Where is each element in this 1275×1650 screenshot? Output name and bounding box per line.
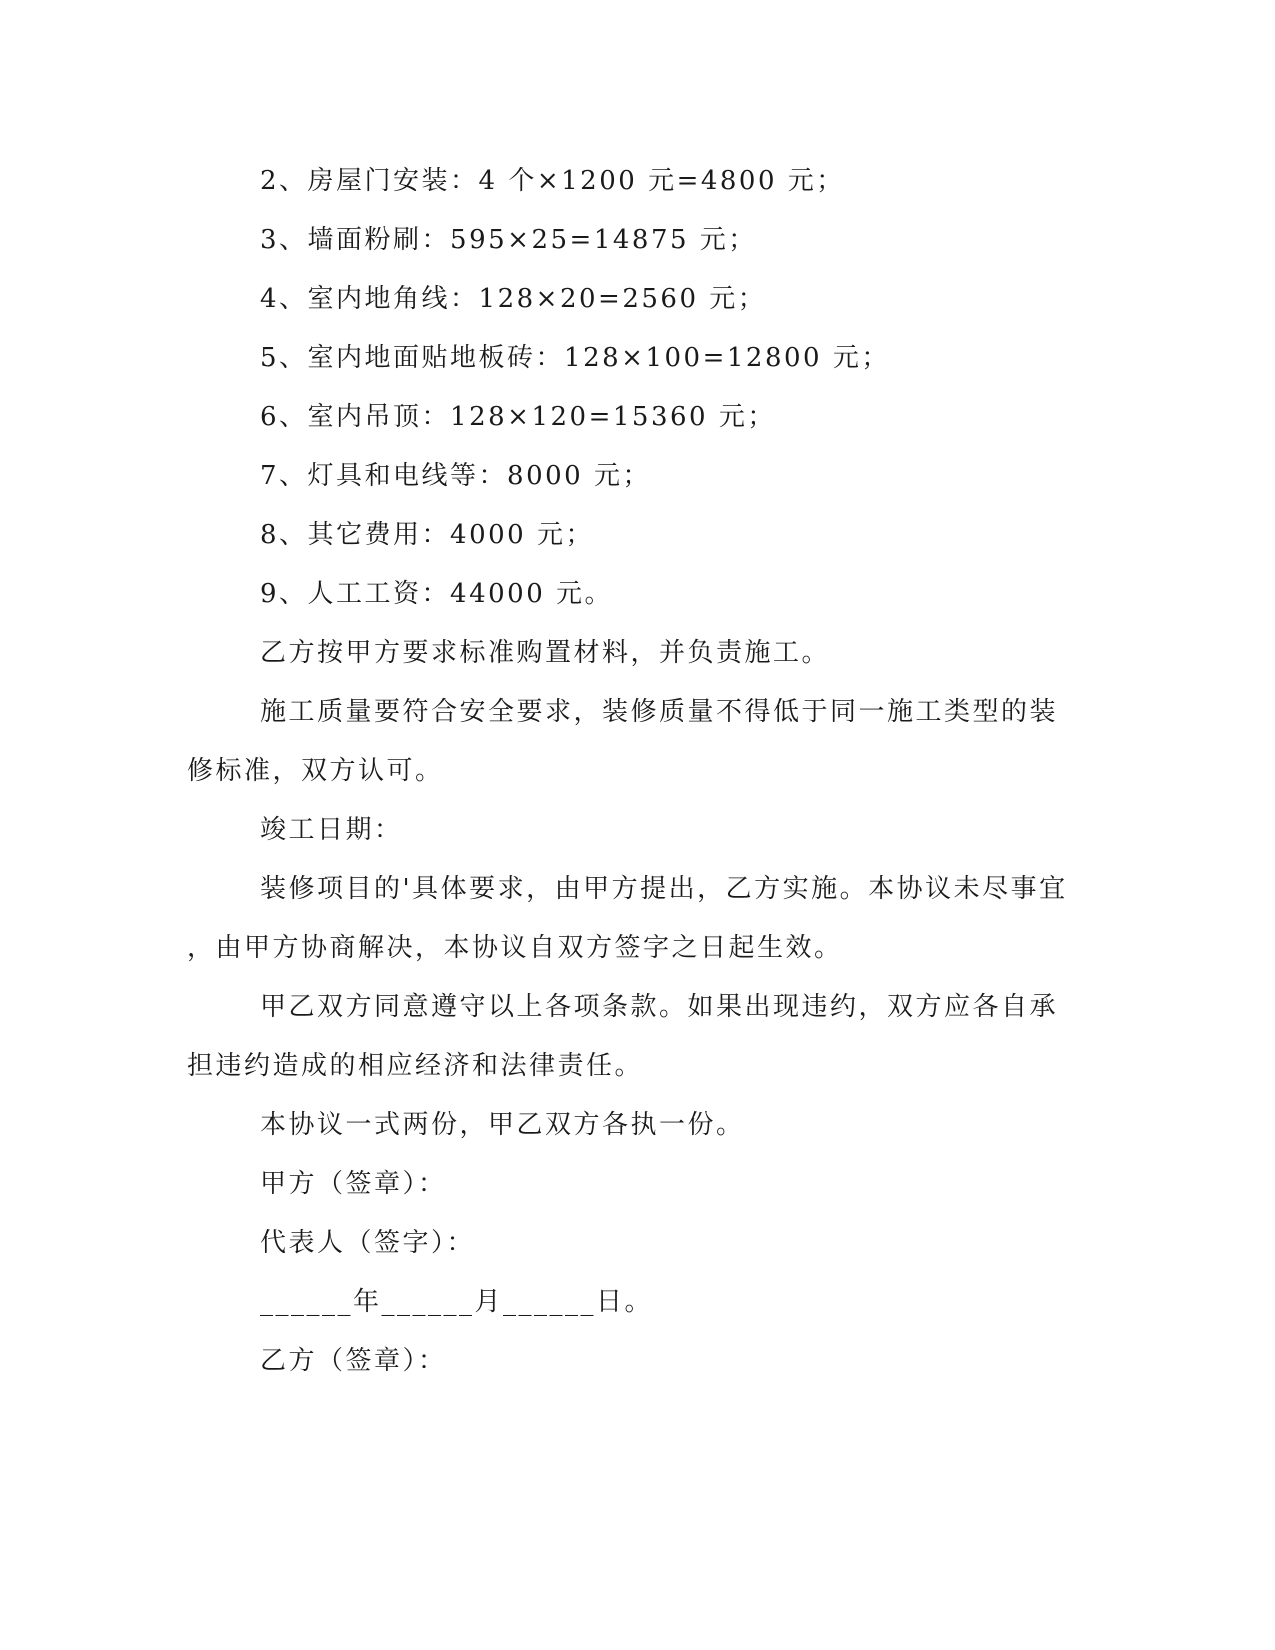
paragraph-requirements-line-1: 装修项目的'具体要求，由甲方提出，乙方实施。本协议未尽事宜 [260,874,1068,904]
paragraph-copies: 本协议一式两份，甲乙双方各执一份。 [260,1110,745,1140]
cost-item-ceiling: 6、室内吊顶：128×120=15360 元； [260,402,776,432]
cost-item-doors: 2、房屋门安装：4 个×1200 元=4800 元； [260,166,845,196]
completion-date-label: 竣工日期： [260,815,403,845]
cost-item-other: 8、其它费用：4000 元； [260,520,594,550]
cost-item-wall-painting: 3、墙面粉刷：595×25=14875 元； [260,225,757,255]
paragraph-quality-line-2: 修标准，双方认可。 [187,756,444,786]
cost-item-floor-tiles: 5、室内地面贴地板砖：128×100=12800 元； [260,343,890,373]
paragraph-quality-line-1: 施工质量要符合安全要求，装修质量不得低于同一施工类型的装 [260,697,1059,727]
cost-item-skirting: 4、室内地角线：128×20=2560 元； [260,284,767,314]
representative-sign-label: 代表人（签字）： [260,1228,476,1258]
paragraph-requirements-line-2: ，由甲方协商解决，本协议自双方签字之日起生效。 [187,933,843,963]
party-a-seal-label: 甲方（签章）： [260,1169,447,1199]
cost-item-lighting: 7、灯具和电线等：8000 元； [260,461,651,491]
paragraph-breach-line-1: 甲乙双方同意遵守以上各项条款。如果出现违约，双方应各自承 [260,992,1059,1022]
cost-item-labor: 9、人工工资：44000 元。 [260,579,614,609]
date-line: ______年______月______日。 [260,1287,654,1317]
paragraph-materials: 乙方按甲方要求标准购置材料，并负责施工。 [260,638,831,668]
paragraph-breach-line-2: 担违约造成的相应经济和法律责任。 [187,1051,644,1081]
party-b-seal-label: 乙方（签章）： [260,1346,447,1376]
